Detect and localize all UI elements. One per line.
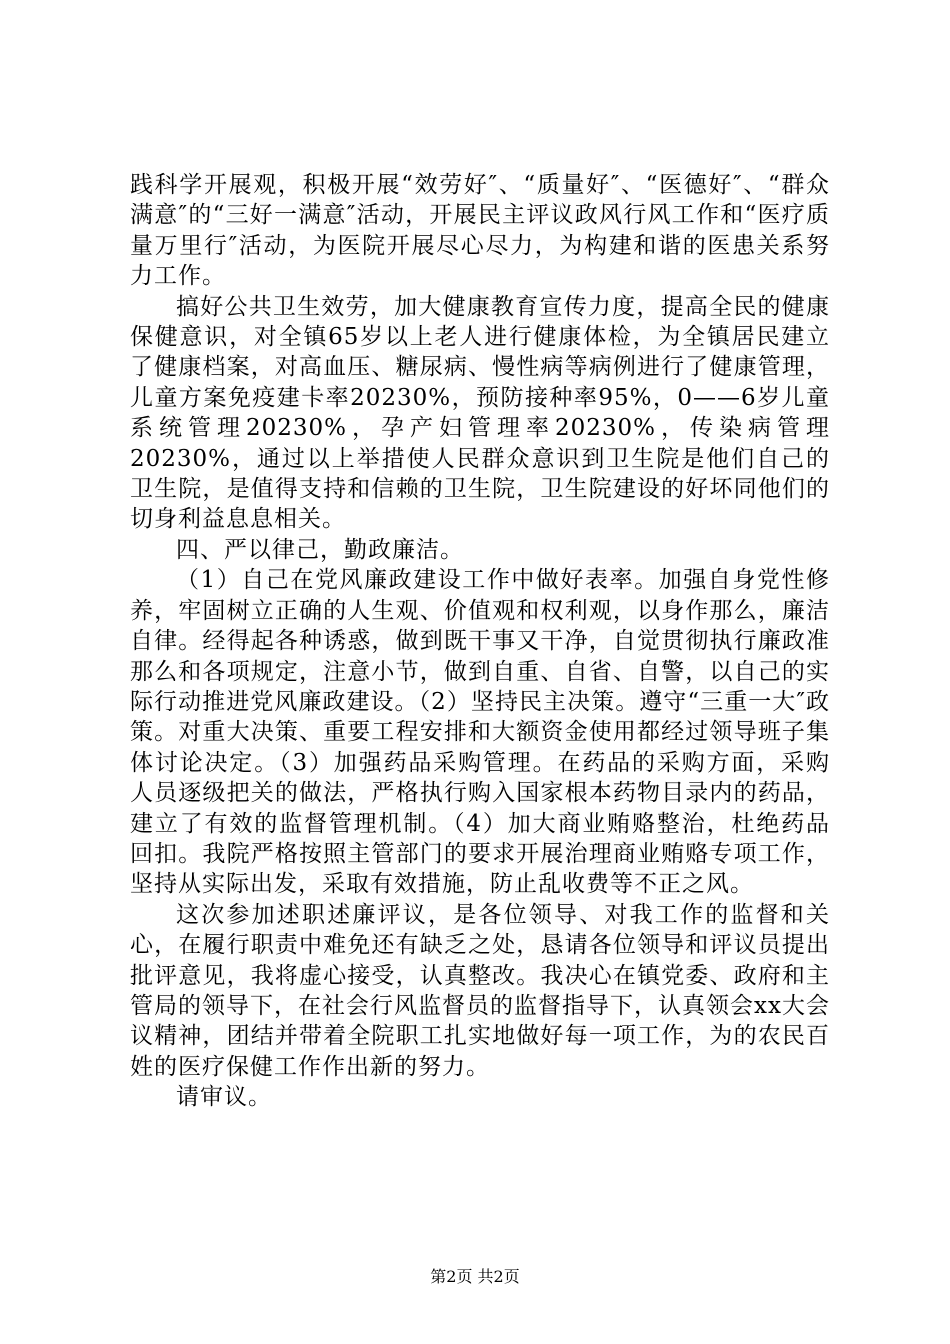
document-body <box>130 170 830 1113</box>
paragraph-public-health: 搞好公共卫生效劳，加大健康教育宣传力度，提高全民的健康保健意识，对全镇65岁以上老人进行健康体检，为全镇居民建立了健康档案，对高血压、糖尿病、慢性病等病例进行了健康管理，儿童方案免疫建卡率20230%，预防接种率95%，0——6岁儿童系统管理20230%，孕产妇管理率20230%，传染病管理20230%，通过以上举措使人民群众意识到卫生院是他们自己的卫生院，是值得支持和信赖的卫生院，卫生院建设的好坏同他们的切身利益息息相关。 <box>130 293 830 533</box>
page-footer: 第2页 共2页 <box>430 1267 520 1286</box>
paragraph-request-review: 请审议。 <box>176 1084 272 1111</box>
paragraph-integrity-measures: （1）自己在党风廉政建设工作中做好表率。加强自身党性修养，牢固树立正确的人生观、价值观和权利观，以身作那么，廉洁自律。经得起各种诱惑，做到既干事又干净，自觉贯彻执行廉政准那么和各项规定，注意小节，做到自重、自省、自警，以自己的实际行动推进党风廉政建设。（2）坚持民主决策。遵守“三重一大″政策。对重大决策、重要工程安排和大额资金使用都经过领导班子集体讨论决定。（3）加强药品采购管理。在药品的采购方面，采购人员逐级把关的做法，严格执行购入国家根本药物目录内的药品，建立了有效的监督管理机制。（4）加大商业贿赂整治，杜绝药品回扣。我院严格按照主管部门的要求开展治理商业贿赂专项工作，坚持从实际出发，采取有效措施，防止乱收费等不正之风。 <box>130 567 830 898</box>
paragraph-closing-statement: 这次参加述职述廉评议，是各位领导、对我工作的监督和关心，在履行职责中难免还有缺乏之处，恳请各位领导和评议员提出批评意见，我将虚心接受，认真整改。我决心在镇党委、政府和主管局的领导下，在社会行风监督员的监督指导下，认真领会xx大会议精神，团结并带着全院职工扎实地做好每一项工作，为的农民百姓的医疗保健工作作出新的努力。 <box>130 901 830 1080</box>
paragraph-continued: 践科学开展观，积极开展“效劳好″、“质量好″、“医德好″、“群众满意″的“三好一满意″活动，开展民主评议政风行风工作和“医疗质量万里行″活动，为医院开展尽心尽力，为构建和谐的医患关系努力工作。 <box>130 172 830 290</box>
section-heading-four: 四、严以律己，勤政廉洁。 <box>176 536 464 563</box>
